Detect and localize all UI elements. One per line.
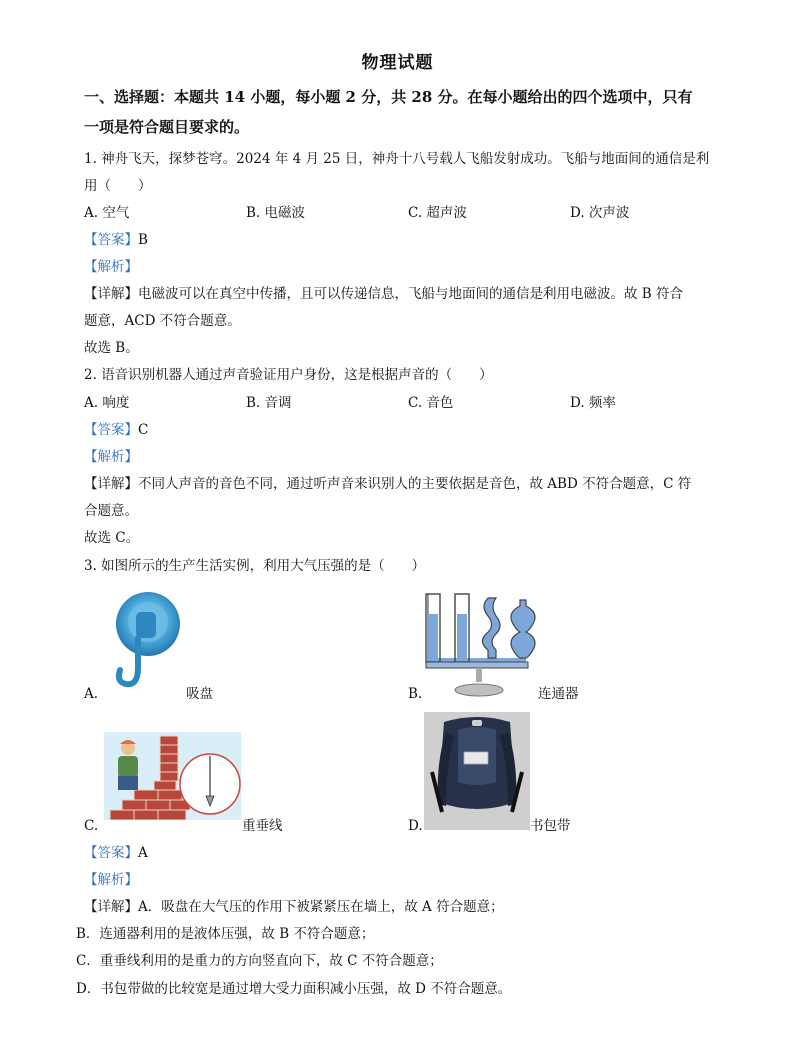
q1-answer-line [84, 231, 148, 249]
q3-option-c-caption: 重垂线 [242, 818, 283, 834]
q2-stem: 2. 语音识别机器人通过声音验证用户身份，这是根据声音的（ ） [84, 367, 493, 383]
q3-option-b-letter: B. [408, 686, 423, 702]
q3-option-b-caption: 连通器 [538, 686, 579, 702]
q3-option-a-letter: A. [84, 686, 99, 702]
q3-option-d-caption: 书包带 [530, 818, 571, 834]
suction-cup-icon [108, 590, 184, 692]
q2-option-a: A. 响度 [84, 395, 130, 411]
q2-option-d: D. 频率 [570, 395, 616, 411]
q1-detail-text1: 电磁波可以在真空中传播，且可以传递信息，飞船与地面间的通信是利用电磁波。故 B 符合 [138, 286, 684, 302]
page-title: 物理试题 [361, 53, 434, 73]
q3-option-d-letter: D. [408, 818, 423, 834]
backpack-icon [424, 712, 530, 830]
section-heading-line2: 一项是符合题目要求的。 [84, 118, 250, 136]
q2-detail-line1 [84, 475, 691, 493]
q1-option-b: B. 电磁波 [246, 205, 306, 221]
q3-answer: A [138, 845, 148, 861]
q3-analysis-tag: 【解析】 [84, 872, 138, 888]
plumb-line-icon [104, 732, 241, 820]
q2-option-c: C. 音色 [408, 395, 454, 411]
connected-vessels-icon [422, 592, 540, 698]
q2-answer: C [138, 422, 149, 438]
q1-analysis-tag: 【解析】 [84, 259, 138, 275]
q3-answer-line [84, 844, 148, 862]
q3-detail-c: C．重垂线利用的是重力的方向竖直向下，故 C 不符合题意； [76, 953, 443, 969]
q3-detail-b: B．连通器利用的是液体压强，故 B 不符合题意； [76, 926, 375, 942]
q1-detail-line2: 题意，ACD 不符合题意。 [84, 313, 241, 329]
q1-option-a: A. 空气 [84, 205, 130, 221]
q2-answer-line [84, 421, 148, 439]
answer-tag: 【答案】 [84, 845, 138, 861]
q1-stem-line1: 1. 神舟飞天，探梦苍穹。2024 年 4 月 25 日，神舟十八号载人飞船发射成功。飞船与地面间的通信是利 [84, 151, 710, 167]
q2-analysis-tag: 【解析】 [84, 449, 138, 465]
q3-option-a-caption: 吸盘 [186, 686, 213, 702]
q3-detail-d: D．书包带做的比较宽是通过增大受力面积减小压强，故 D 不符合题意。 [76, 981, 512, 997]
detail-tag: 【详解】 [84, 899, 138, 915]
q3-option-c-letter: C. [84, 818, 99, 834]
q1-stem-line2: 用（ ） [84, 178, 152, 194]
section-heading-line1: 一、选择题：本题共 14 小题，每小题 2 分，共 28 分。在每小题给出的四个选项中，只有 [84, 88, 693, 106]
q1-option-d: D. 次声波 [570, 205, 630, 221]
q2-conclusion: 故选 C。 [84, 530, 140, 546]
q3-stem: 3. 如图所示的生产生活实例，利用大气压强的是（ ） [84, 558, 426, 574]
q1-answer: B [138, 232, 148, 248]
q3-detail-a-text: A．吸盘在大气压的作用下被紧紧压在墙上，故 A 符合题意； [138, 899, 504, 915]
q1-option-c: C. 超声波 [408, 205, 467, 221]
detail-tag: 【详解】 [84, 476, 138, 492]
q1-conclusion: 故选 B。 [84, 340, 139, 356]
q2-detail-text1: 不同人声音的音色不同，通过听声音来识别人的主要依据是音色，故 ABD 不符合题意，C 符 [138, 476, 692, 492]
q2-detail-line2: 合题意。 [84, 503, 138, 519]
q2-option-b: B. 音调 [246, 395, 292, 411]
q1-detail-line1 [84, 285, 683, 303]
answer-tag: 【答案】 [84, 232, 138, 248]
detail-tag: 【详解】 [84, 286, 138, 302]
q3-detail-a [84, 898, 504, 916]
answer-tag: 【答案】 [84, 422, 138, 438]
